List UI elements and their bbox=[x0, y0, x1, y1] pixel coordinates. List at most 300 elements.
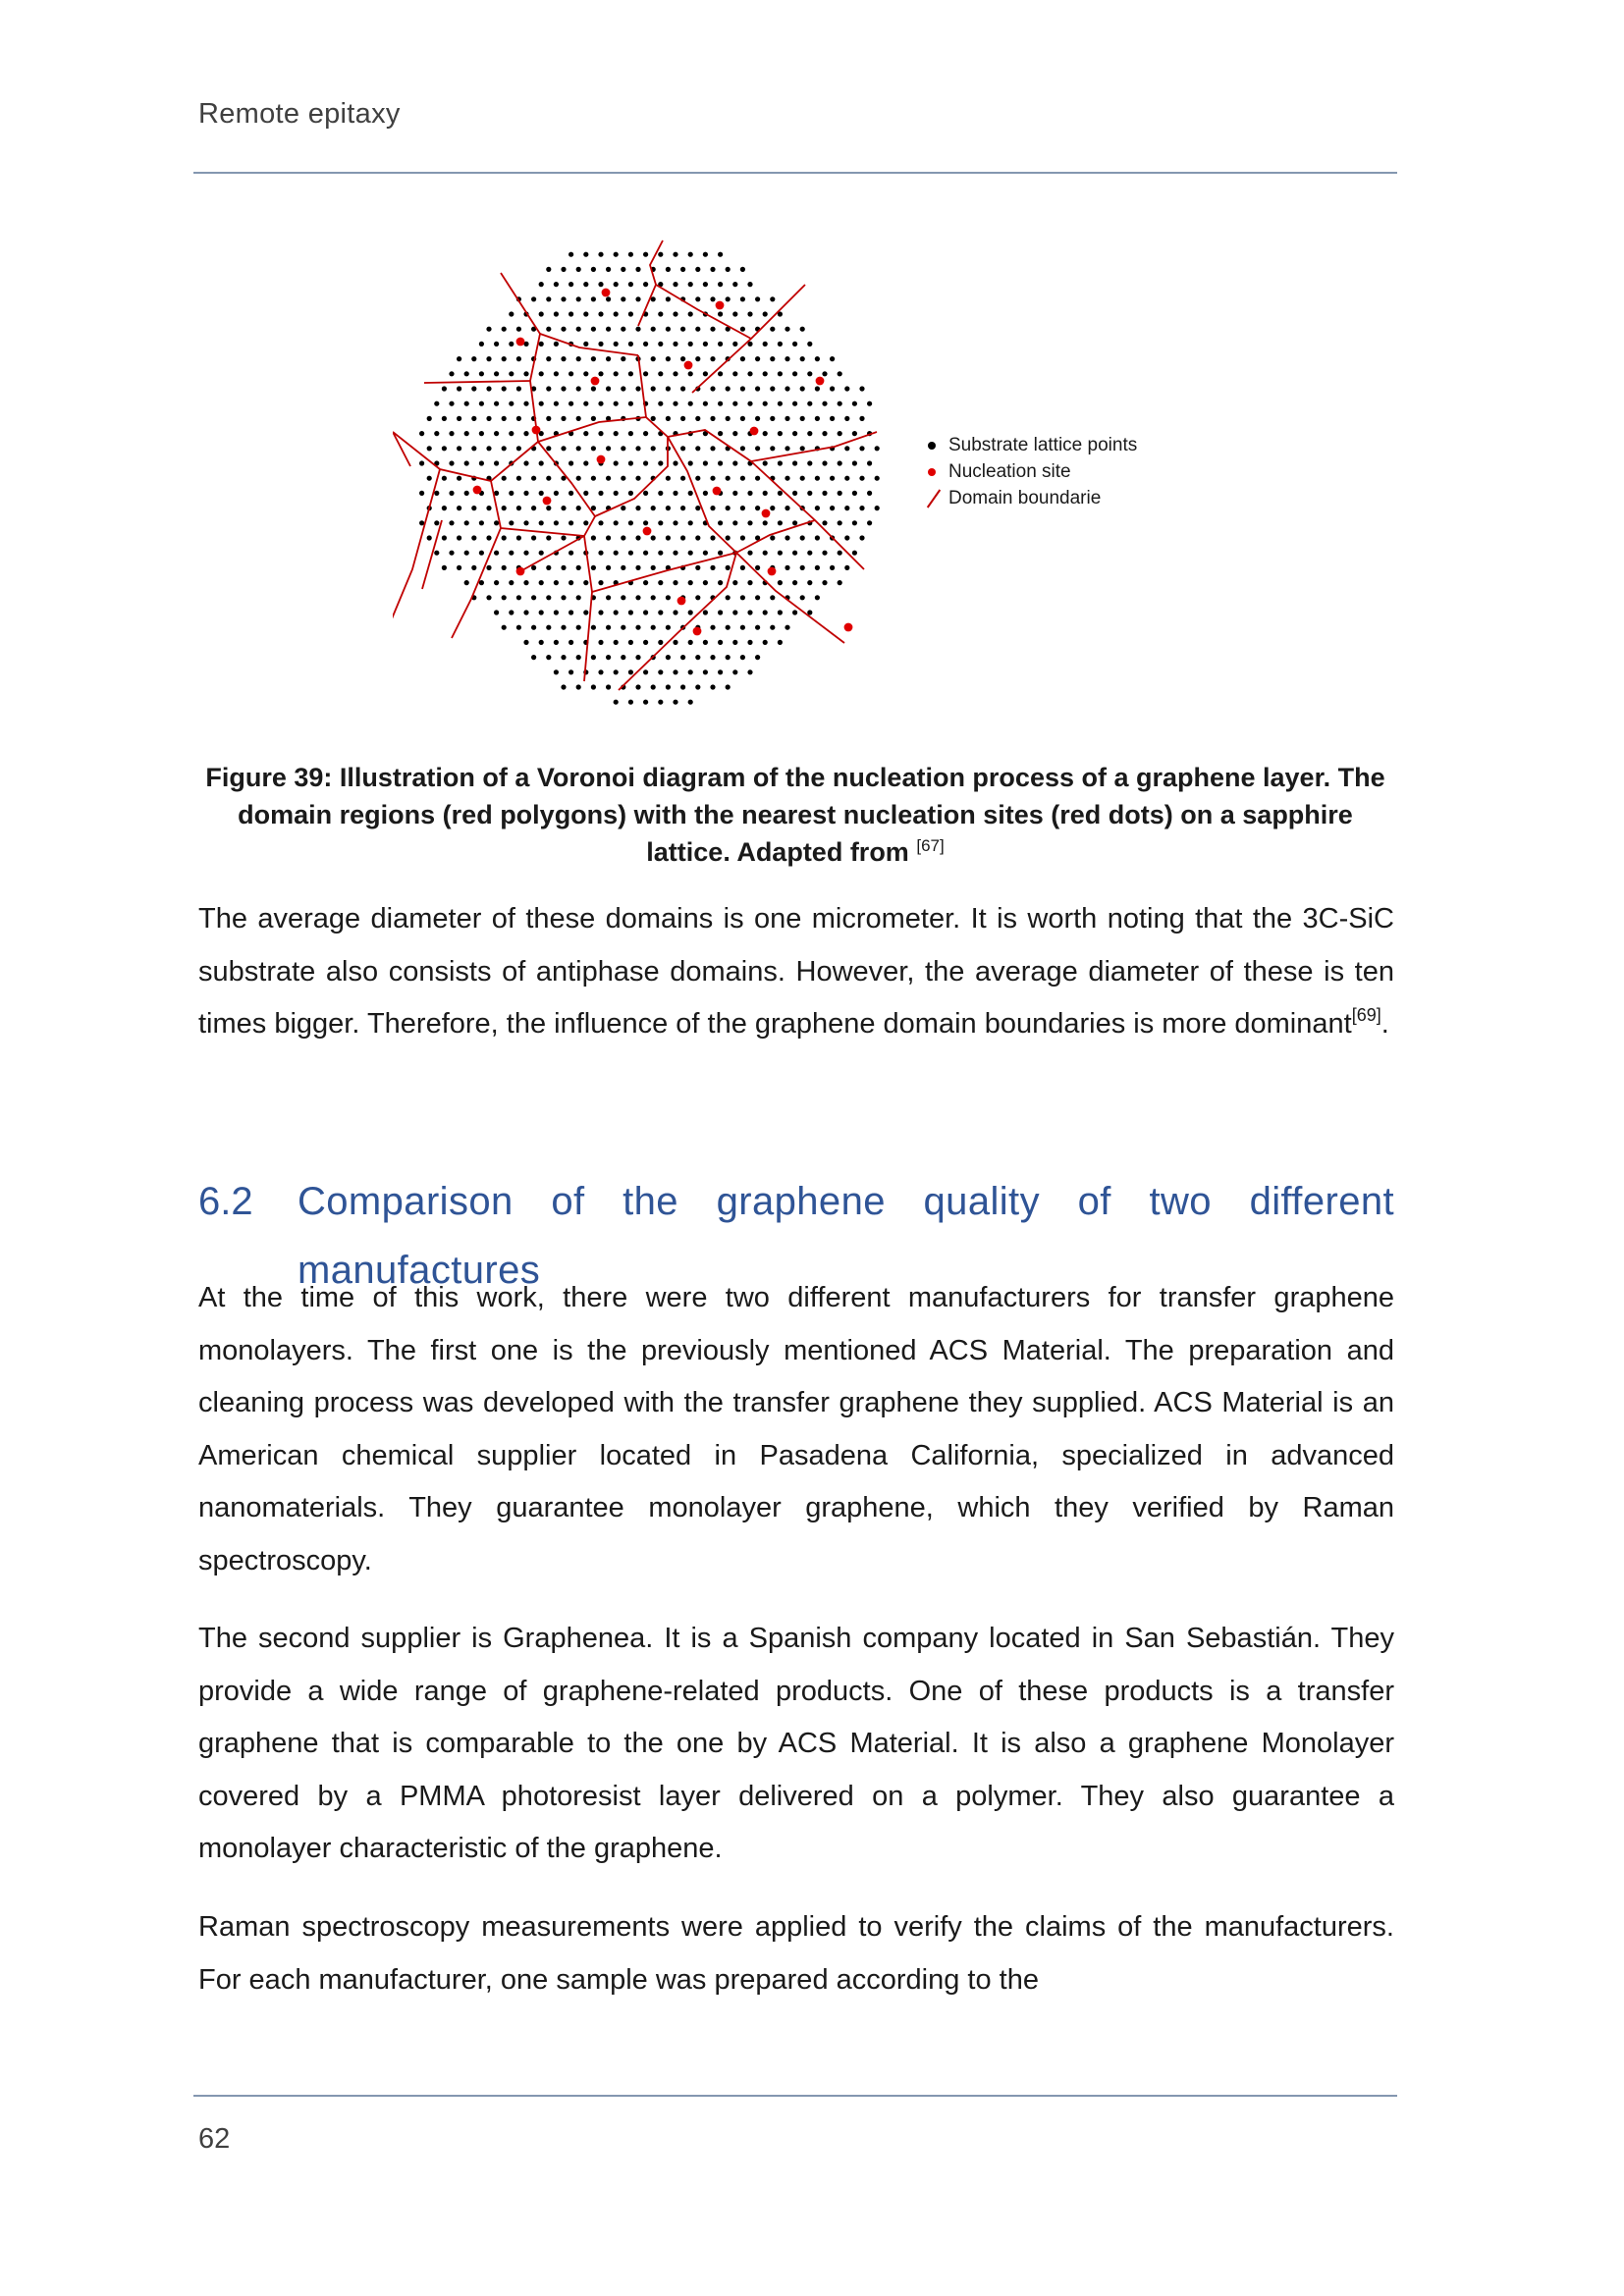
lattice-point bbox=[710, 506, 715, 510]
lattice-point bbox=[830, 565, 835, 570]
lattice-point bbox=[695, 595, 700, 600]
lattice-point bbox=[523, 640, 528, 645]
lattice-point bbox=[606, 565, 611, 570]
lattice-point bbox=[621, 327, 625, 332]
lattice-point bbox=[576, 267, 581, 272]
lattice-point bbox=[875, 476, 880, 481]
lattice-point bbox=[583, 580, 588, 585]
lattice-point bbox=[546, 446, 551, 451]
lattice-point bbox=[598, 371, 603, 376]
lattice-point bbox=[747, 669, 752, 674]
lattice-point bbox=[852, 551, 857, 556]
legend-label-boundary: Domain boundarie bbox=[948, 488, 1102, 508]
lattice-point bbox=[755, 386, 760, 391]
lattice-point bbox=[732, 640, 737, 645]
lattice-point bbox=[576, 476, 581, 481]
lattice-point bbox=[539, 311, 544, 316]
lattice-point bbox=[815, 386, 820, 391]
lattice-point bbox=[695, 327, 700, 332]
lattice-point bbox=[732, 342, 737, 347]
lattice-point bbox=[523, 491, 528, 496]
lattice-point bbox=[800, 535, 805, 540]
lattice-point bbox=[479, 520, 484, 525]
lattice-point bbox=[763, 460, 768, 465]
lattice-point bbox=[673, 669, 677, 674]
lattice-point bbox=[486, 565, 491, 570]
lattice-point bbox=[471, 356, 476, 361]
lattice-point bbox=[852, 520, 857, 525]
lattice-point bbox=[531, 565, 536, 570]
lattice-point bbox=[614, 669, 619, 674]
lattice-point bbox=[838, 520, 842, 525]
lattice-point bbox=[643, 580, 648, 585]
domain-boundary-line bbox=[501, 273, 540, 334]
lattice-point bbox=[710, 625, 715, 630]
lattice-point bbox=[546, 386, 551, 391]
lattice-point bbox=[710, 356, 715, 361]
lattice-point bbox=[710, 327, 715, 332]
lattice-point bbox=[486, 356, 491, 361]
lattice-point bbox=[643, 700, 648, 705]
lattice-point bbox=[502, 565, 507, 570]
lattice-point bbox=[755, 356, 760, 361]
lattice-point bbox=[688, 520, 693, 525]
lattice-point bbox=[531, 296, 536, 301]
lattice-point bbox=[583, 610, 588, 614]
lattice-point bbox=[815, 356, 820, 361]
lattice-point bbox=[539, 282, 544, 287]
lattice-point bbox=[427, 476, 432, 481]
lattice-point bbox=[807, 401, 812, 406]
lattice-point bbox=[822, 551, 827, 556]
lattice-point bbox=[516, 327, 521, 332]
lattice-point bbox=[666, 296, 671, 301]
lattice-point bbox=[628, 700, 633, 705]
lattice-point bbox=[479, 460, 484, 465]
header-rule bbox=[193, 172, 1397, 174]
nucleation-site bbox=[750, 427, 759, 436]
lattice-point bbox=[643, 371, 648, 376]
lattice-point bbox=[502, 386, 507, 391]
lattice-point bbox=[539, 491, 544, 496]
lattice-point bbox=[614, 311, 619, 316]
lattice-point bbox=[785, 327, 789, 332]
lattice-point bbox=[651, 595, 656, 600]
lattice-point bbox=[643, 342, 648, 347]
lattice-point bbox=[479, 551, 484, 556]
lattice-point bbox=[621, 386, 625, 391]
lattice-point bbox=[651, 416, 656, 421]
lattice-point bbox=[494, 431, 499, 436]
lattice-point bbox=[838, 460, 842, 465]
lattice-point bbox=[710, 684, 715, 689]
lattice-point bbox=[554, 640, 559, 645]
black-dot-icon bbox=[923, 436, 945, 455]
lattice-point bbox=[561, 416, 566, 421]
nucleation-site bbox=[602, 289, 611, 297]
lattice-point bbox=[591, 535, 596, 540]
lattice-point bbox=[763, 431, 768, 436]
lattice-point bbox=[442, 535, 447, 540]
lattice-point bbox=[763, 640, 768, 645]
lattice-point bbox=[763, 551, 768, 556]
lattice-point bbox=[844, 535, 849, 540]
lattice-point bbox=[726, 655, 731, 660]
lattice-point bbox=[635, 386, 640, 391]
lattice-point bbox=[658, 371, 663, 376]
citation-reference: [69] bbox=[1351, 1005, 1381, 1025]
lattice-point bbox=[635, 476, 640, 481]
lattice-point bbox=[785, 416, 789, 421]
lattice-point bbox=[703, 580, 708, 585]
lattice-point bbox=[614, 640, 619, 645]
lattice-point bbox=[688, 282, 693, 287]
figure-legend bbox=[923, 432, 1137, 511]
lattice-point bbox=[666, 416, 671, 421]
lattice-point bbox=[635, 535, 640, 540]
lattice-point bbox=[726, 535, 731, 540]
lattice-point bbox=[867, 520, 872, 525]
lattice-point bbox=[688, 460, 693, 465]
lattice-point bbox=[763, 401, 768, 406]
lattice-point bbox=[502, 535, 507, 540]
lattice-point bbox=[427, 416, 432, 421]
lattice-point bbox=[509, 491, 514, 496]
lattice-point bbox=[785, 446, 789, 451]
lattice-point bbox=[710, 386, 715, 391]
lattice-point bbox=[621, 476, 625, 481]
legend-label-nucleation: Nucleation site bbox=[948, 461, 1071, 482]
lattice-point bbox=[859, 446, 864, 451]
lattice-point bbox=[673, 342, 677, 347]
lattice-point bbox=[531, 535, 536, 540]
lattice-point bbox=[509, 431, 514, 436]
lattice-point bbox=[457, 506, 461, 510]
paragraph-acs-material: At the time of this work, there were two different manufacturers for transfer graphene monolayers. The first one is the previously mentioned ACS Material. The preparation and cleaning process was developed with the transfer graphene they supplied. ACS Material is an American chemical supplier located in Pasadena California, specialized in advanced nanomaterials. They guarantee monolayer graphene, which they verified by Raman spectroscopy. bbox=[198, 1282, 1394, 1576]
lattice-point bbox=[568, 520, 573, 525]
lattice-point bbox=[792, 460, 797, 465]
lattice-point bbox=[718, 640, 723, 645]
lattice-point bbox=[680, 327, 685, 332]
lattice-point bbox=[673, 580, 677, 585]
lattice-point bbox=[732, 431, 737, 436]
lattice-point bbox=[442, 446, 447, 451]
lattice-point bbox=[546, 327, 551, 332]
lattice-point bbox=[419, 460, 424, 465]
lattice-point bbox=[554, 580, 559, 585]
lattice-point bbox=[859, 476, 864, 481]
lattice-point bbox=[726, 476, 731, 481]
lattice-point bbox=[673, 401, 677, 406]
lattice-point bbox=[494, 520, 499, 525]
lattice-point bbox=[546, 506, 551, 510]
lattice-point bbox=[732, 311, 737, 316]
lattice-point bbox=[747, 491, 752, 496]
legend-item-boundary bbox=[923, 485, 1137, 511]
lattice-point bbox=[778, 640, 783, 645]
lattice-point bbox=[643, 491, 648, 496]
lattice-point bbox=[516, 446, 521, 451]
lattice-point bbox=[427, 535, 432, 540]
lattice-point bbox=[807, 431, 812, 436]
lattice-point bbox=[449, 551, 454, 556]
lattice-point bbox=[457, 386, 461, 391]
lattice-point bbox=[740, 267, 745, 272]
lattice-point bbox=[732, 282, 737, 287]
lattice-point bbox=[531, 655, 536, 660]
lattice-point bbox=[680, 356, 685, 361]
lattice-point bbox=[740, 356, 745, 361]
lattice-point bbox=[464, 580, 469, 585]
lattice-point bbox=[554, 401, 559, 406]
lattice-point bbox=[792, 520, 797, 525]
lattice-point bbox=[688, 700, 693, 705]
lattice-point bbox=[703, 371, 708, 376]
domain-boundary-line bbox=[668, 430, 751, 461]
lattice-point bbox=[732, 580, 737, 585]
lattice-point bbox=[591, 446, 596, 451]
lattice-point bbox=[419, 491, 424, 496]
lattice-point bbox=[740, 595, 745, 600]
lattice-point bbox=[471, 446, 476, 451]
lattice-point bbox=[747, 580, 752, 585]
lattice-point bbox=[591, 296, 596, 301]
lattice-point bbox=[740, 506, 745, 510]
lattice-point bbox=[516, 595, 521, 600]
lattice-point bbox=[494, 342, 499, 347]
lattice-point bbox=[688, 311, 693, 316]
lattice-point bbox=[598, 431, 603, 436]
lattice-point bbox=[740, 296, 745, 301]
lattice-point bbox=[486, 595, 491, 600]
lattice-point bbox=[740, 535, 745, 540]
lattice-point bbox=[591, 625, 596, 630]
lattice-point bbox=[434, 520, 439, 525]
lattice-point bbox=[598, 669, 603, 674]
lattice-point bbox=[726, 506, 731, 510]
lattice-point bbox=[792, 431, 797, 436]
lattice-point bbox=[822, 491, 827, 496]
footer-rule bbox=[193, 2095, 1397, 2097]
lattice-point bbox=[471, 506, 476, 510]
lattice-point bbox=[763, 311, 768, 316]
lattice-point bbox=[523, 460, 528, 465]
lattice-point bbox=[651, 356, 656, 361]
lattice-point bbox=[449, 371, 454, 376]
lattice-point bbox=[635, 565, 640, 570]
lattice-point bbox=[531, 625, 536, 630]
lattice-point bbox=[658, 580, 663, 585]
lattice-point bbox=[822, 580, 827, 585]
lattice-point bbox=[635, 296, 640, 301]
nucleation-site bbox=[543, 497, 552, 506]
lattice-point bbox=[479, 401, 484, 406]
lattice-point bbox=[763, 342, 768, 347]
lattice-point bbox=[718, 311, 723, 316]
lattice-point bbox=[628, 669, 633, 674]
lattice-point bbox=[651, 327, 656, 332]
lattice-point bbox=[561, 595, 566, 600]
lattice-point bbox=[539, 551, 544, 556]
domain-boundary-line bbox=[424, 381, 530, 383]
lattice-point bbox=[539, 342, 544, 347]
lattice-point bbox=[546, 296, 551, 301]
lattice-point bbox=[621, 356, 625, 361]
lattice-point bbox=[838, 431, 842, 436]
lattice-point bbox=[658, 342, 663, 347]
lattice-point bbox=[755, 565, 760, 570]
lattice-point bbox=[770, 595, 775, 600]
lattice-point bbox=[464, 371, 469, 376]
lattice-point bbox=[673, 700, 677, 705]
domain-boundary-line bbox=[520, 536, 584, 571]
paragraph-graphenea: The second supplier is Graphenea. It is a Spanish company located in San Sebastián. They provide a wide range of graphene-related products. One of these products is a transfer graphene that is comparable to the one by ACS Material. It is also a graphene Monolayer covered by a PMMA photoresist layer delivered on a polymer. They also guarantee a monolayer characteristic of the graphene. bbox=[198, 1623, 1394, 1864]
lattice-point bbox=[598, 551, 603, 556]
lattice-point bbox=[770, 625, 775, 630]
nucleation-site bbox=[768, 567, 777, 576]
lattice-point bbox=[710, 565, 715, 570]
lattice-point bbox=[606, 476, 611, 481]
lattice-point bbox=[457, 356, 461, 361]
lattice-point bbox=[807, 551, 812, 556]
lattice-point bbox=[747, 282, 752, 287]
lattice-point bbox=[666, 476, 671, 481]
lattice-point bbox=[830, 416, 835, 421]
lattice-point bbox=[546, 267, 551, 272]
lattice-point bbox=[457, 416, 461, 421]
lattice-point bbox=[628, 520, 633, 525]
lattice-point bbox=[606, 267, 611, 272]
lattice-point bbox=[666, 506, 671, 510]
nucleation-site bbox=[762, 509, 771, 518]
lattice-point bbox=[695, 476, 700, 481]
lattice-point bbox=[591, 416, 596, 421]
lattice-point bbox=[740, 565, 745, 570]
lattice-point bbox=[614, 431, 619, 436]
lattice-point bbox=[583, 371, 588, 376]
lattice-point bbox=[531, 595, 536, 600]
lattice-point bbox=[621, 296, 625, 301]
lattice-point bbox=[568, 311, 573, 316]
lattice-point bbox=[635, 684, 640, 689]
lattice-point bbox=[673, 371, 677, 376]
lattice-point bbox=[763, 491, 768, 496]
lattice-point bbox=[695, 416, 700, 421]
lattice-point bbox=[457, 565, 461, 570]
lattice-point bbox=[635, 506, 640, 510]
lattice-point bbox=[755, 506, 760, 510]
nucleation-site bbox=[693, 627, 702, 636]
voronoi-figure bbox=[393, 226, 903, 736]
lattice-point bbox=[658, 252, 663, 257]
nucleation-site bbox=[591, 377, 600, 386]
lattice-point bbox=[703, 401, 708, 406]
lattice-point bbox=[755, 476, 760, 481]
lattice-point bbox=[792, 551, 797, 556]
lattice-point bbox=[568, 640, 573, 645]
lattice-point bbox=[718, 342, 723, 347]
lattice-point bbox=[598, 580, 603, 585]
lattice-point bbox=[710, 267, 715, 272]
lattice-point bbox=[666, 386, 671, 391]
lattice-point bbox=[800, 476, 805, 481]
lattice-point bbox=[606, 386, 611, 391]
lattice-point bbox=[502, 356, 507, 361]
lattice-point bbox=[859, 416, 864, 421]
lattice-point bbox=[792, 401, 797, 406]
red-line-icon bbox=[923, 489, 945, 508]
lattice-point bbox=[666, 625, 671, 630]
lattice-point bbox=[718, 520, 723, 525]
lattice-point bbox=[643, 252, 648, 257]
lattice-point bbox=[568, 610, 573, 614]
lattice-point bbox=[442, 565, 447, 570]
lattice-point bbox=[695, 506, 700, 510]
paragraph-raman: Raman spectroscopy measurements were applied to verify the claims of the manufacturers. For each manufacturer, one sample was prepared according to the bbox=[198, 1911, 1394, 1996]
lattice-point bbox=[442, 386, 447, 391]
lattice-point bbox=[561, 625, 566, 630]
lattice-point bbox=[561, 446, 566, 451]
lattice-point bbox=[486, 386, 491, 391]
lattice-point bbox=[688, 371, 693, 376]
lattice-point bbox=[614, 371, 619, 376]
lattice-point bbox=[516, 625, 521, 630]
lattice-point bbox=[658, 610, 663, 614]
lattice-point bbox=[718, 580, 723, 585]
lattice-point bbox=[718, 401, 723, 406]
lattice-point bbox=[457, 446, 461, 451]
lattice-point bbox=[516, 356, 521, 361]
lattice-point bbox=[755, 296, 760, 301]
domain-boundary-line bbox=[736, 553, 844, 643]
lattice-point bbox=[509, 610, 514, 614]
lattice-point bbox=[457, 476, 461, 481]
lattice-point bbox=[621, 595, 625, 600]
lattice-point bbox=[561, 506, 566, 510]
lattice-point bbox=[747, 311, 752, 316]
lattice-point bbox=[658, 640, 663, 645]
lattice-point bbox=[539, 610, 544, 614]
lattice-point bbox=[576, 296, 581, 301]
lattice-point bbox=[726, 595, 731, 600]
lattice-point bbox=[621, 565, 625, 570]
lattice-point bbox=[539, 640, 544, 645]
lattice-point bbox=[800, 446, 805, 451]
lattice-point bbox=[800, 386, 805, 391]
lattice-point bbox=[718, 610, 723, 614]
lattice-point bbox=[591, 356, 596, 361]
lattice-point bbox=[561, 386, 566, 391]
lattice-point bbox=[614, 252, 619, 257]
lattice-point bbox=[852, 491, 857, 496]
lattice-point bbox=[449, 401, 454, 406]
lattice-point bbox=[464, 460, 469, 465]
lattice-point bbox=[822, 431, 827, 436]
lattice-point bbox=[875, 506, 880, 510]
lattice-point bbox=[844, 476, 849, 481]
lattice-point bbox=[688, 669, 693, 674]
nucleation-site bbox=[844, 623, 853, 632]
nucleation-site bbox=[816, 377, 825, 386]
lattice-point bbox=[576, 625, 581, 630]
lattice-point bbox=[680, 655, 685, 660]
lattice-point bbox=[755, 416, 760, 421]
lattice-point bbox=[770, 506, 775, 510]
lattice-point bbox=[576, 655, 581, 660]
lattice-point bbox=[546, 655, 551, 660]
figure-caption bbox=[201, 759, 1389, 871]
lattice-point bbox=[658, 491, 663, 496]
